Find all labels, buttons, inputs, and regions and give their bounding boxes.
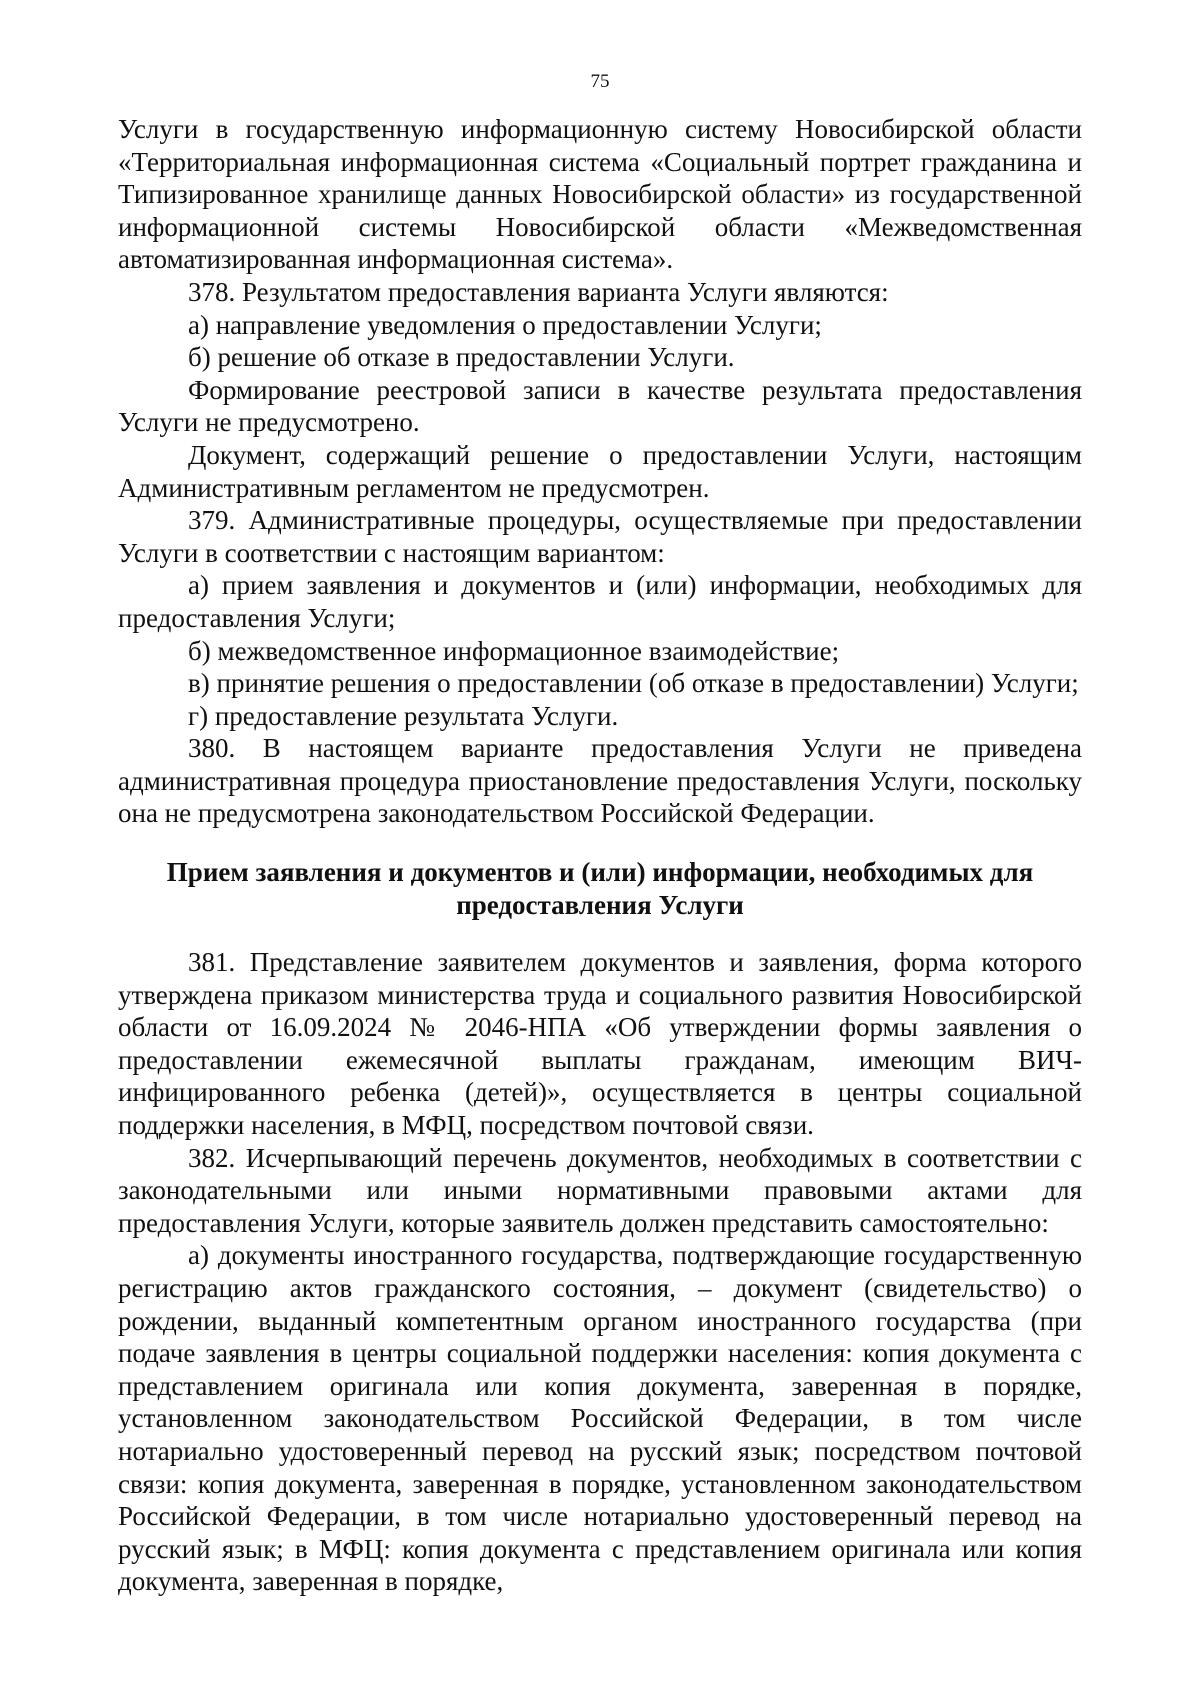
paragraph: 381. Представление заявителем документов и заявления, форма которого утверждена приказом министерства труда и социального развития Новосибирской области от 16.09.2024 № 2046-НПА «Об утверждении формы заявления о предоставлении ежемесячной выплаты гражданам, имеющим ВИЧ-инфицированного ребенка (детей)», осуществляется в центры социальной поддержки населения, в МФЦ, посредством почтовой связи. [118,947,1082,1141]
paragraph: 378. Результатом предоставления варианта Услуги являются: [188,276,889,307]
paragraph: 382. Исчерпывающий перечень документов, необходимых в соответствии с законодательными или иными нормативными правовыми актами для предоставления Услуги, которые заявитель должен представить самостоятельно: [118,1142,1082,1238]
list-item: а) прием заявления и документов и (или) информации, необходимых для предоставления Услуги; [118,570,1082,633]
paragraph: Услуги в государственную информационную систему Новосибирской области «Территориальная информационная система «Социальный портрет гражданина и Типизированное хранилище данных Новосибирской области» из государственной информационной системы Новосибирской области «Межведомственная автоматизированная информационная система». [118,114,1082,275]
section-heading-line: предоставления Услуги [456,890,744,921]
paragraph: 380. В настоящем варианте предоставления Услуги не приведена административная процедура приостановление предоставления Услуги, поскольку она не предусмотрена законодательством Российской Федерации. [118,733,1082,829]
section-heading-line: Прием заявления и документов и (или) информации, необходимых для [166,857,1034,888]
list-item: а) направление уведомления о предоставлении Услуги; [188,309,822,340]
paragraph: Документ, содержащий решение о предоставлении Услуги, настоящим Административным регламентом не предусмотрен. [118,439,1082,503]
list-item: в) принятие решения о предоставлении (об отказе в предоставлении) Услуги; [188,668,1079,699]
paragraph: Формирование реестровой записи в качестве результата предоставления Услуги не предусмотрено. [118,374,1082,438]
paragraphs-before-heading [118,113,1082,830]
paragraphs-after-heading [118,946,1082,1598]
list-item: а) документы иностранного государства, подтверждающие государственную регистрацию актов гражданского состояния, – документ (свидетельство) о рождении, выданный компетентным органом иностранного государства (при подаче заявления в центры социальной поддержки населения: копия документа с представлением оригинала или копия документа, заверенная в порядке, установленном законодательством Российской Федерации, в том числе нотариально удостоверенный перевод на русский язык; посредством почтовой связи: копия документа, заверенная в порядке, установленном законодательством Российской Федерации, в том числе нотариально удостоверенный перевод на русский язык; в МФЦ: копия документа с представлением оригинала или копия документа, заверенная в порядке, [118,1240,1082,1597]
section-heading [118,856,1082,922]
list-item: б) решение об отказе в предоставлении Услуги. [188,342,735,373]
list-item: б) межведомственное информационное взаимодействие; [188,635,840,666]
document-body [118,113,1082,1598]
page-number: 75 [590,71,610,92]
list-item: г) предоставление результата Услуги. [188,700,619,731]
paragraph: 379. Административные процедуры, осуществляемые при предоставлении Услуги в соответствии с настоящим вариантом: [118,505,1082,568]
